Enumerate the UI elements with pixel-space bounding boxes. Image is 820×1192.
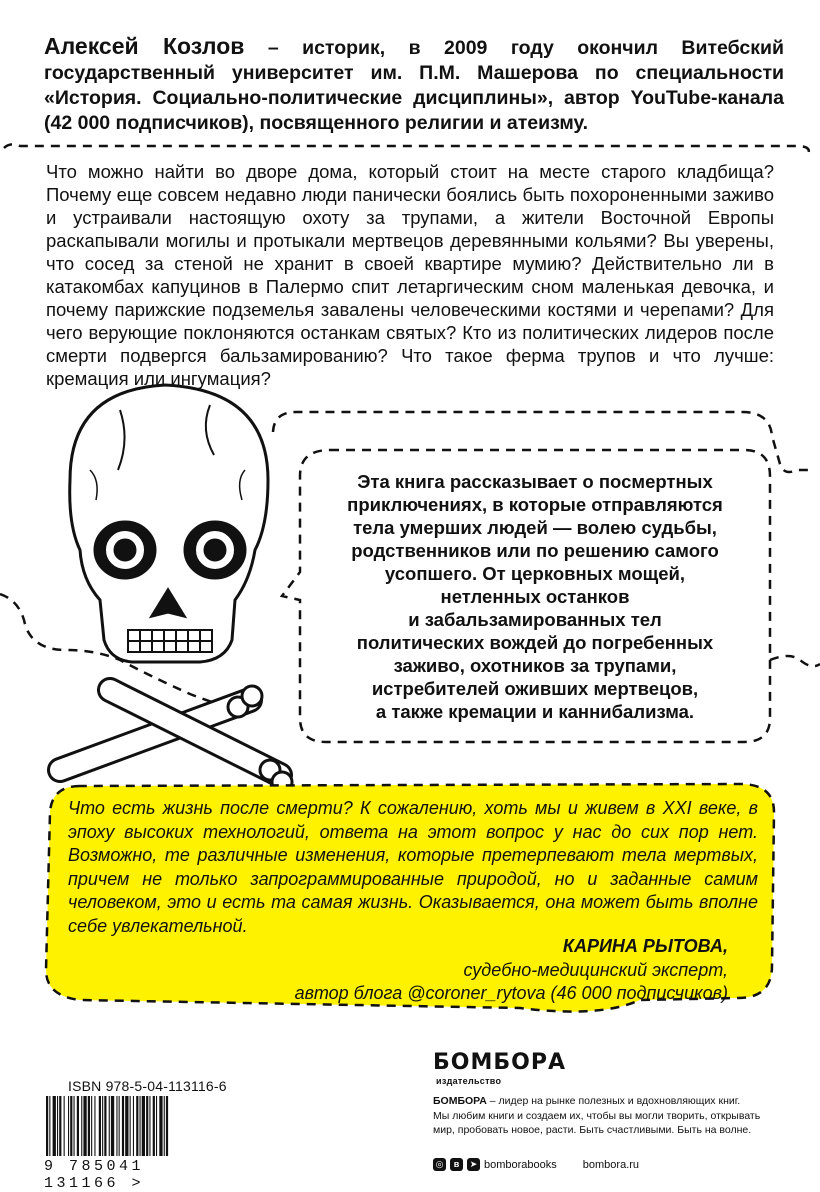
publisher-website[interactable]: bombora.ru [582, 1158, 640, 1171]
barcode-bar [74, 1096, 75, 1156]
barcode-bar [83, 1096, 86, 1156]
bubble-line: тела умерших людей — волею судьбы, [353, 517, 717, 538]
barcode-bar [102, 1096, 103, 1156]
bubble-line: истребителей оживших мертвецов, [371, 678, 699, 699]
barcode-bar [159, 1096, 162, 1156]
author-bio [44, 34, 784, 136]
publisher-mission: Мы любим книги и создаем их, чтобы вы могли творить, открывать мир, пробовать новое, расти. Быть счастливыми. Быть на волне. [433, 1109, 761, 1136]
barcode-bar [140, 1096, 141, 1156]
bubble-line: а также кремации и каннибализма. [375, 701, 695, 722]
right-dashed-curve [770, 656, 820, 666]
publisher-description [433, 1094, 773, 1138]
bio-dashed-divider [4, 144, 809, 154]
telegram-icon[interactable]: ➤ [467, 1158, 480, 1171]
skull-cranium [70, 385, 268, 662]
quote-author-name: КАРИНА РЫТОВА, [562, 936, 728, 956]
barcode-bar [119, 1096, 120, 1156]
barcode-bar [149, 1096, 150, 1156]
publisher-name: БОМБОРА [433, 1095, 487, 1107]
bubble-line: политических вождей до погребенных [356, 632, 714, 653]
bubble-line: заживо, охотников за трупами, [393, 655, 677, 676]
isbn-label: ISBN 978-5-04-113116-6 [68, 1078, 227, 1094]
barcode-bar [136, 1096, 138, 1156]
speech-bubble-text [325, 470, 745, 723]
barcode-bar [77, 1096, 79, 1156]
barcode-bar [142, 1096, 145, 1156]
barcode-bar [133, 1096, 134, 1156]
barcode-bar [156, 1096, 157, 1156]
social-handle[interactable]: bomborabooks [484, 1158, 557, 1171]
barcode-bar [99, 1096, 101, 1156]
bubble-line: приключениях, в которые отправляются [347, 494, 723, 515]
barcode-bar [164, 1096, 165, 1156]
author-name: Алексей Козлов [44, 33, 245, 59]
barcode-bar [116, 1096, 117, 1156]
quote-author-blog: автор блога @coroner_rytova (46 000 подписчиков) [294, 983, 728, 1003]
barcode-bar [104, 1096, 106, 1156]
barcode-bar [88, 1096, 90, 1156]
crossbones [60, 686, 292, 792]
publisher-logo: БОМБОРА [433, 1050, 566, 1075]
barcode [44, 1096, 208, 1156]
bubble-line: усопшего. От церковных мощей, [384, 563, 686, 584]
barcode-bar [91, 1096, 92, 1156]
barcode-bar [111, 1096, 114, 1156]
bubble-line: родственников или по решению самого [351, 540, 719, 561]
barcode-bar [68, 1096, 69, 1156]
barcode-digits: 9 785041 131166 > [44, 1158, 145, 1192]
barcode-bar [46, 1096, 48, 1156]
expert-quote: Что есть жизнь после смерти? К сожалению, хоть мы и живем в XXI веке, в эпоху высоких технологий, ответа на этот вопрос у нас до сих пор нет. Возможно, те различные изменения, которые претерпевают тела мертвых, причем не только запрограммированные природой, но и заданные самим человеком, это и есть та самая жизнь. Оказывается, она может быть вполне себе увлекательной. [68, 798, 758, 936]
barcode-bar [94, 1096, 95, 1156]
barcode-bar [81, 1096, 82, 1156]
barcode-bar [57, 1096, 58, 1156]
barcode-bar [70, 1096, 72, 1156]
barcode-bar [125, 1096, 128, 1156]
quote-author-role: судебно-медицинский эксперт, [463, 959, 728, 980]
bubble-line: и забальзамированных тел [408, 609, 662, 630]
barcode-bar [122, 1096, 124, 1156]
bubble-line: нетленных останков [440, 586, 630, 607]
barcode-bar [49, 1096, 50, 1156]
skull-teeth [128, 630, 212, 652]
barcode-bar [130, 1096, 131, 1156]
barcode-bar [146, 1096, 148, 1156]
skull-illustration [60, 385, 292, 792]
publisher-tagline: – лидер на рынке полезных и вдохновляющих книг. [486, 1095, 741, 1107]
quote-attribution [208, 935, 728, 1006]
instagram-icon[interactable]: ◎ [433, 1158, 446, 1171]
barcode-bar [64, 1096, 65, 1156]
barcode-bar [59, 1096, 61, 1156]
barcode-bar [166, 1096, 168, 1156]
barcode-bar [109, 1096, 110, 1156]
publisher-subtitle: издательство [436, 1076, 502, 1086]
book-annotation: Что можно найти во дворе дома, который стоит на месте старого кладбища? Почему еще совсем недавно люди панически боялись быть похороненными заживо и устраивали настоящую охоту за трупами, а жители Восточной Европы раскапывали могилы и протыкали мертвецов деревянными кольями? Вы уверены, что сосед за стеной не хранит в своей квартире мумию? Действительно ли в катакомбах капуцинов в Палермо спит летаргическим сном маленькая девочка, и почему парижские подземелья завалены человеческими костями и черепами? Для чего верующие поклоняются останкам святых? Кто из политических лидеров после смерти подвергся бальзамированию? Что такое ферма трупов и что лучше: кремация или ингумация? [46, 161, 774, 389]
barcode-bar [153, 1096, 155, 1156]
vk-icon[interactable]: в [450, 1158, 463, 1171]
author-bio-text: – историк, в 2009 году окончил Витебский государственный университет им. П.М. Машерова по специальности «История. Социально-политические дисциплины», автор YouTube-канала (42 000 подписчиков), посвященного религии и атеизму. [44, 37, 784, 134]
publisher-social [433, 1158, 639, 1171]
bubble-line: Эта книга рассказывает о посмертных [357, 471, 713, 492]
barcode-bar [53, 1096, 56, 1156]
